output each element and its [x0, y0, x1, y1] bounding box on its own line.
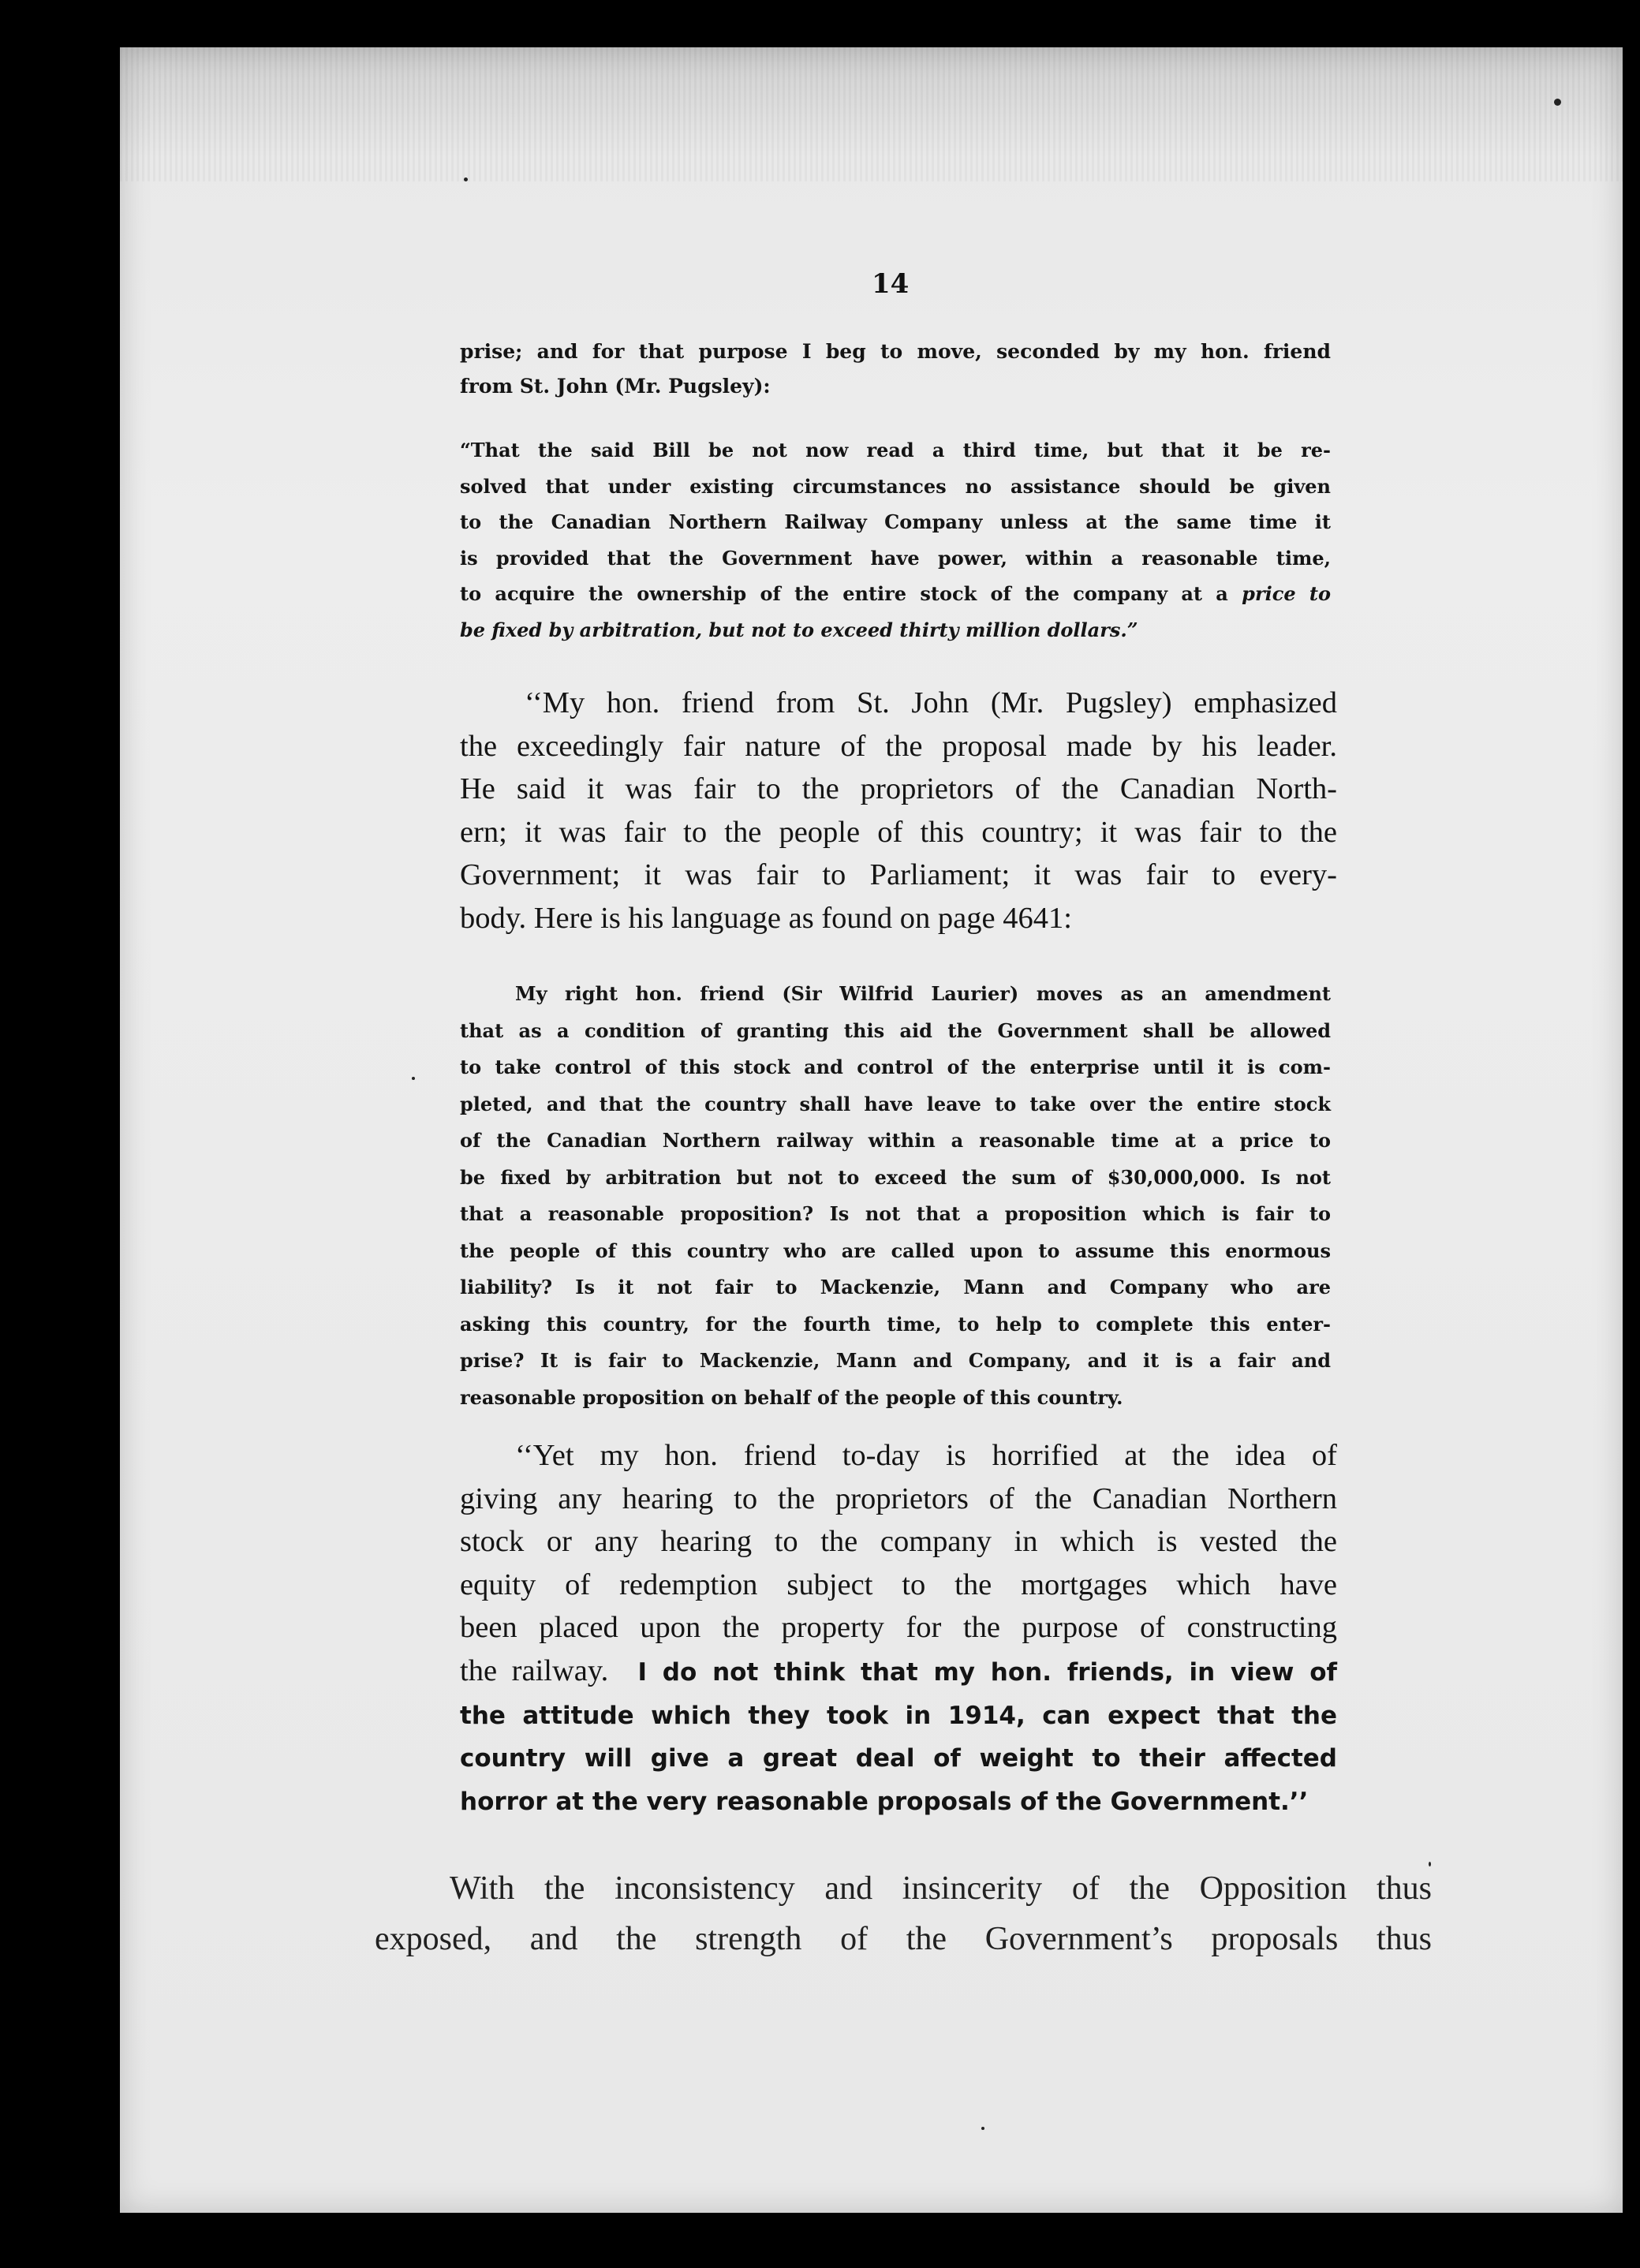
ink-speck — [981, 2127, 984, 2130]
quotation-line: pleted, and that the country shall have leave to take over the entire stock — [460, 1092, 1331, 1115]
paragraph-line: the exceedingly fair nature of the proposal made by his leader. — [460, 729, 1337, 763]
quotation-line: prise? It is fair to Mackenzie, Mann and Company, and it is a fair and — [460, 1349, 1331, 1372]
paragraph-line: Government; it was fair to Parliament; it was fair to every- — [460, 858, 1337, 892]
bold-emphasis-line: the attitude which they took in 1914, can expect that the — [460, 1701, 1337, 1730]
paragraph-horrified — [460, 1434, 1337, 1823]
closing-line: exposed, and the strength of the Government’s proposals thus — [375, 1921, 1432, 1957]
paragraph-line: ‘‘My hon. friend from St. John (Mr. Pugsley) emphasized — [525, 686, 1337, 719]
bold-emphasis-line: country will give a great deal of weight to their affected — [460, 1744, 1337, 1773]
motion-italic-text: be fixed by arbitration, but not to exceed thirty million dollars.” — [460, 618, 1138, 641]
motion-line — [460, 576, 1331, 612]
motion-line: is provided that the Government have power, within a reasonable time, — [460, 546, 1331, 570]
closing-line: With the inconsistency and insincerity of the Opposition thus — [450, 1870, 1432, 1907]
ink-speck — [412, 1077, 415, 1080]
quotation-line: of the Canadian Northern railway within a reasonable time at a price to — [460, 1129, 1331, 1152]
motion-line-text: to acquire the ownership of the entire stock of the company at a — [460, 582, 1228, 605]
quotation-line: liability? Is it not fair to Mackenzie, Mann and Company who are — [460, 1276, 1331, 1298]
quotation-line: be fixed by arbitration but not to exceed the sum of $30,000,000. Is not — [460, 1165, 1331, 1189]
paragraph-line: been placed upon the property for the purpose of constructing — [460, 1611, 1337, 1645]
hansard-quotation — [460, 976, 1331, 1416]
quotation-line: the people of this country who are called upon to assume this enormous — [460, 1239, 1331, 1262]
bold-emphasis-line: horror at the very reasonable proposals of the Government.’’ — [460, 1787, 1309, 1816]
intro-line: from St. John (Mr. Pugsley): — [460, 375, 771, 398]
paragraph-line — [460, 1650, 1337, 1694]
motion-italic-text: price to — [1242, 582, 1332, 605]
quotation-line: that a reasonable proposition? Is not that a proposition which is fair to — [460, 1202, 1331, 1225]
quotation-line: that as a condition of granting this aid the Government shall be allowed — [460, 1018, 1331, 1042]
paragraph-line: He said it was fair to the proprietors of the Canadian North- — [460, 772, 1337, 806]
motion-line: “That the said Bill be not now read a third time, but that it be re- — [460, 439, 1331, 461]
paragraph-line: stock or any hearing to the company in which is vested the — [460, 1525, 1337, 1559]
quotation-line: reasonable proposition on behalf of the people of this country. — [460, 1385, 1123, 1409]
paragraph-line: ‘‘Yet my hon. friend to-day is horrified at the idea of — [515, 1439, 1337, 1472]
quotation-line: asking this country, for the fourth time, to help to complete this enter- — [460, 1312, 1331, 1336]
bold-emphasis-text: I do not think that my hon. friends, in view of — [637, 1657, 1338, 1687]
page-number: 14 — [872, 268, 910, 300]
ink-speck — [464, 177, 468, 181]
paragraph-line: body. Here is his language as found on page 4641: — [460, 901, 1072, 935]
paragraph-line: giving any hearing to the proprietors of the Canadian Northern — [460, 1481, 1337, 1515]
closing-paragraph — [375, 1863, 1432, 1964]
motion-quotation — [460, 432, 1331, 648]
motion-line: to the Canadian Northern Railway Company unless at the same time it — [460, 510, 1331, 533]
motion-line — [460, 612, 1331, 648]
intro-line: prise; and for that purpose I beg to move, seconded by my hon. friend — [460, 340, 1331, 363]
intro-paragraph — [460, 334, 1331, 404]
motion-line: solved that under existing circumstances no assistance should be given — [460, 474, 1331, 498]
quotation-line: to take control of this stock and control of the enterprise until it is com- — [460, 1056, 1331, 1078]
ink-speck — [1554, 99, 1561, 106]
quotation-line: My right hon. friend (Sir Wilfrid Laurier) moves as an amendment — [515, 982, 1331, 1005]
paragraph-line: ern; it was fair to the people of this country; it was fair to the — [460, 815, 1337, 849]
paragraph-text: the railway. — [460, 1653, 609, 1687]
paragraph-pugsley — [460, 682, 1337, 940]
paragraph-line: equity of redemption subject to the mortgages which have — [460, 1567, 1337, 1601]
